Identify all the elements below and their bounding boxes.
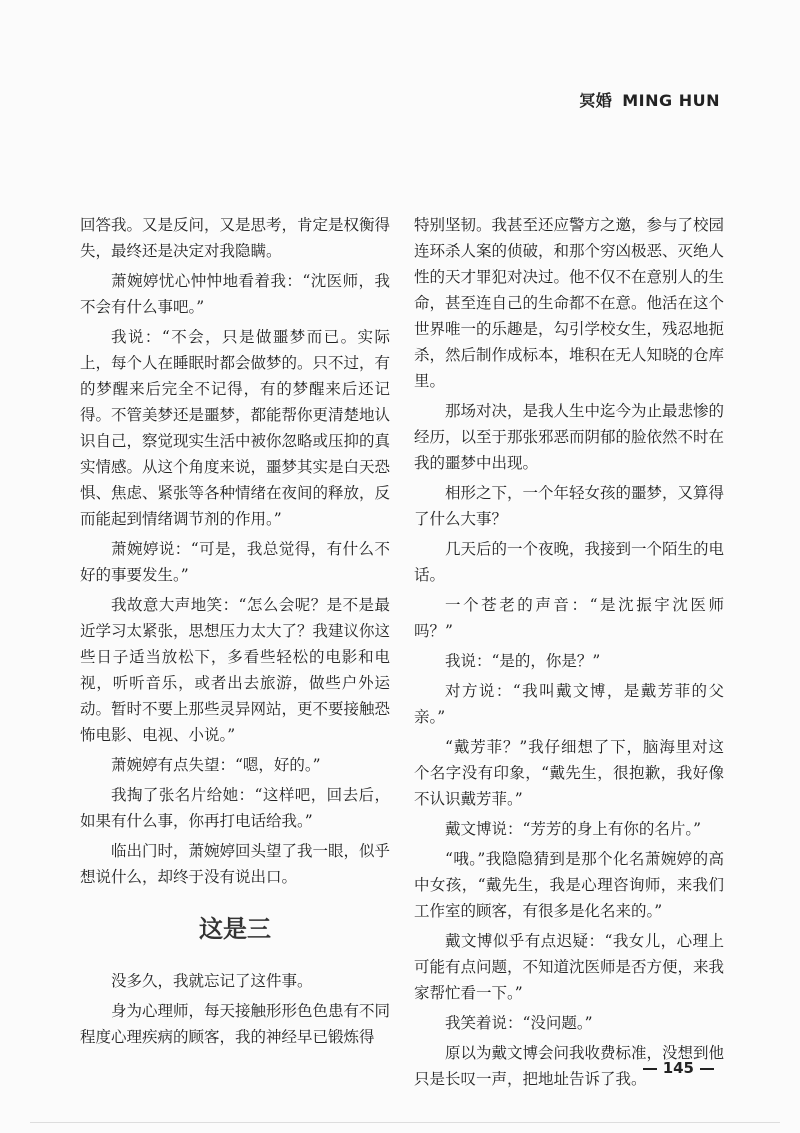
paragraph: 临出门时，萧婉婷回头望了我一眼，似乎想说什么，却终于没有说出口。 [80, 842, 391, 886]
paragraph: 身为心理师，每天接触形形色色患有不同程度心理疾病的顾客，我的神经早已锻炼得 [80, 1002, 391, 1046]
dash-decoration [700, 1068, 714, 1070]
paragraph: 我掏了张名片给她：“这样吧，回去后，如果有什么事，你再打电话给我。” [80, 786, 390, 830]
paragraph: 我说：“是的，你是？” [445, 652, 601, 670]
header-title-pinyin: MING HUN [622, 91, 720, 110]
paragraph: 萧婉婷有点失望：“嗯，好的。” [111, 756, 321, 774]
left-column [80, 212, 390, 1054]
paragraph: 我说：“不会，只是做噩梦而已。实际上，每个人在睡眠时都会做梦的。只不过，有的梦醒来后完全不记得，有的梦醒来后还记得。不管美梦还是噩梦，都能帮你更清楚地认识自己，察觉现实生活中被你忽略或压抑的真实情感。从这个角度来说，噩梦其实是白天恐惧、焦虑、紧张等各种情绪在夜间的释放，反而能起到情绪调节剂的作用。” [80, 328, 391, 528]
footer-divider [30, 1122, 780, 1123]
paragraph: 对方说：“我叫戴文博，是戴芳菲的父亲。” [414, 682, 724, 726]
header-title-chinese: 冥婚 [579, 91, 613, 110]
paragraph: 戴文博说：“芳芳的身上有你的名片。” [445, 820, 702, 838]
paragraph: 萧婉婷说：“可是，我总觉得，有什么不好的事要发生。” [80, 540, 390, 584]
running-header [579, 88, 720, 111]
paragraph: 那场对决，是我人生中迄今为止最悲惨的经历，以至于那张邪恶而阴郁的脸依然不时在我的噩梦中出现。 [414, 402, 725, 472]
dash-decoration [643, 1068, 657, 1070]
paragraph: 我笑着说：“没问题。” [445, 1014, 593, 1032]
paragraph: 几天后的一个夜晚，我接到一个陌生的电话。 [414, 540, 725, 584]
section-title: 这是三 [199, 915, 271, 943]
paragraph: 我故意大声地笑：“怎么会呢？是不是最近学习太紧张，思想压力太大了？我建议你这些日子适当放松下，多看些轻松的电影和电视，听听音乐，或者出去旅游，做些户外运动。暂时不要上那些灵异网站，更不要接触恐怖电影、电视、小说。” [80, 596, 391, 744]
paragraph: 特别坚韧。我甚至还应警方之邀，参与了校园连环杀人案的侦破，和那个穷凶极恶、灭绝人性的天才罪犯对决过。他不仅不在意别人的生命，甚至连自己的生命都不在意。他活在这个世界唯一的乐趣是，勾引学校女生，残忍地扼杀，然后制作成标本，堆积在无人知晓的仓库里。 [414, 216, 725, 390]
page-number [637, 1059, 720, 1077]
paragraph: 相形之下，一个年轻女孩的噩梦，又算得了什么大事？ [414, 484, 725, 528]
page-number-text: 145 [662, 1059, 694, 1077]
paragraph: 没多久，我就忘记了这件事。 [111, 972, 313, 990]
paragraph: 一个苍老的声音：“是沈振宇沈医师吗？” [414, 596, 724, 640]
paragraph: 萧婉婷忧心忡忡地看着我：“沈医师，我不会有什么事吧。” [80, 272, 390, 316]
right-column [414, 212, 724, 1096]
paragraph: “哦。”我隐隐猜到是那个化名萧婉婷的高中女孩，“戴先生，我是心理咨询师，来我们工作室的顾客，有很多是化名来的。” [414, 850, 724, 920]
paragraph: 戴文博似乎有点迟疑：“我女儿，心理上可能有点问题，不知道沈医师是否方便，来我家帮忙看一下。” [414, 932, 725, 1002]
paragraph: 回答我。又是反问，又是思考，肯定是权衡得失，最终还是决定对我隐瞒。 [80, 216, 391, 260]
paragraph: “戴芳菲？”我仔细想了下，脑海里对这个名字没有印象，“戴先生，很抱歉，我好像不认识戴芳菲。” [414, 738, 724, 808]
paragraph: 原以为戴文博会问我收费标准，没想到他只是长叹一声，把地址告诉了我。 [414, 1044, 725, 1088]
